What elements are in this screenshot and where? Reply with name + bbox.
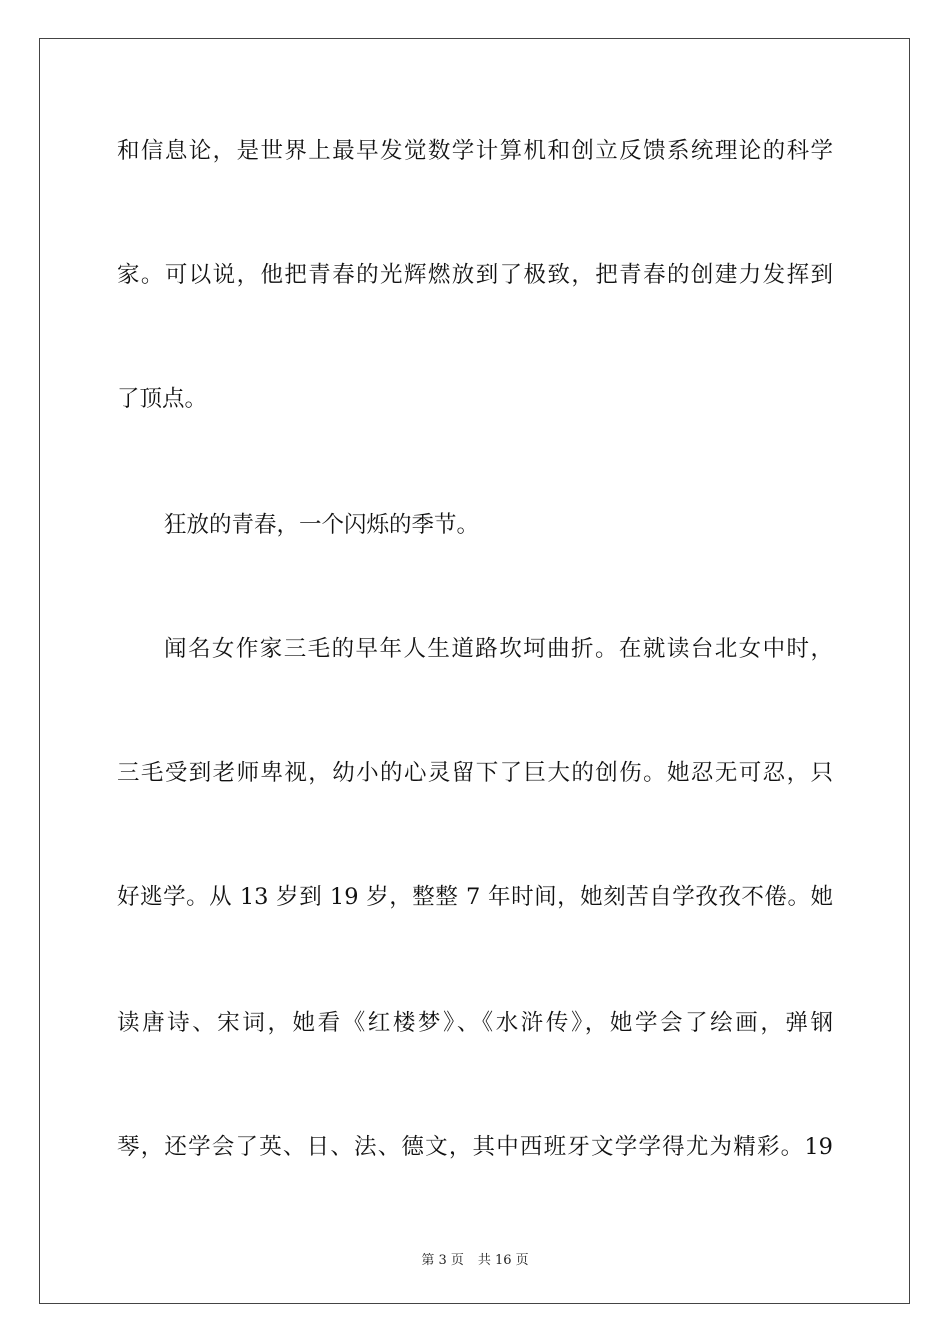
text-line-7: 好逃学。从 13 岁到 19 岁，整整 7 年时间，她刻苦自学孜孜不倦。她 bbox=[117, 884, 833, 910]
page-border bbox=[39, 38, 910, 1304]
paragraph-heading-line: 狂放的青春，一个闪烁的季节。 bbox=[164, 512, 480, 538]
page-footer bbox=[0, 1249, 950, 1268]
text-line-3: 了顶点。 bbox=[117, 386, 208, 412]
text-line-6: 三毛受到老师卑视，幼小的心灵留下了巨大的创伤。她忍无可忍，只 bbox=[117, 760, 833, 786]
text-line-1: 和信息论，是世界上最早发觉数学计算机和创立反馈系统理论的科学 bbox=[117, 138, 833, 164]
text-line-5: 闻名女作家三毛的早年人生道路坎坷曲折。在就读台北女中时， bbox=[164, 636, 833, 662]
page-total: 共 16 页 bbox=[477, 1253, 529, 1268]
text-line-2: 家。可以说，他把青春的光辉燃放到了极致，把青春的创建力发挥到 bbox=[117, 262, 833, 288]
page-number: 第 3 页 bbox=[421, 1253, 464, 1268]
text-line-8: 读唐诗、宋词，她看《红楼梦》、《水浒传》，她学会了绘画，弹钢 bbox=[117, 1010, 833, 1036]
text-line-9: 琴，还学会了英、日、法、德文，其中西班牙文学学得尤为精彩。19 bbox=[117, 1134, 833, 1160]
